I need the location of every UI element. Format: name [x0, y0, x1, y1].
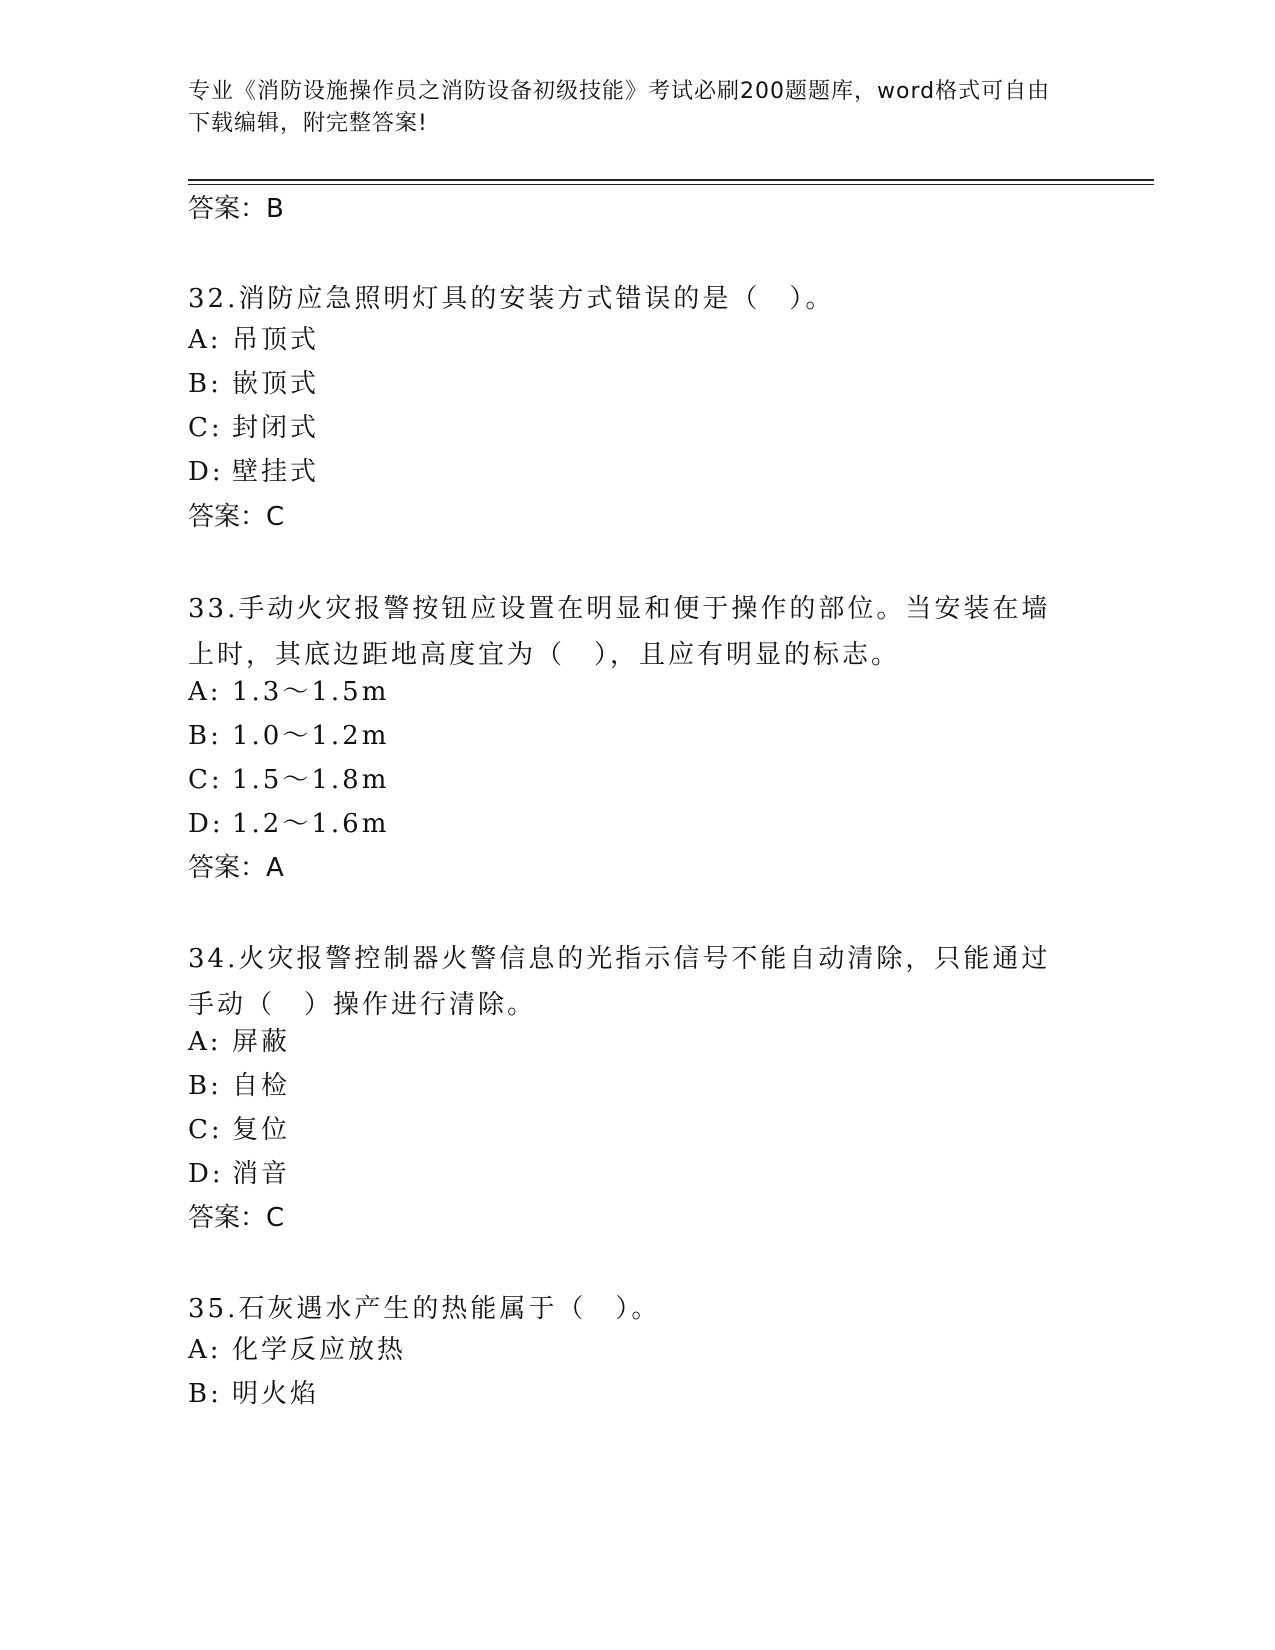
option-letter: A: — [188, 325, 222, 355]
question-33-option-b — [188, 718, 389, 754]
option-text: 自检 — [232, 1071, 291, 1101]
option-text: 1.2～1.6m — [232, 809, 390, 839]
option-text: 化学反应放热 — [232, 1335, 407, 1365]
question-32-option-c — [188, 410, 319, 446]
answer-31: 答案：B — [188, 194, 284, 224]
question-32-option-b — [188, 366, 319, 402]
option-text: 封闭式 — [232, 413, 320, 443]
option-letter: D: — [188, 1159, 224, 1189]
option-letter: A: — [188, 1027, 222, 1057]
option-letter: A: — [188, 677, 222, 707]
question-34-option-c — [188, 1112, 290, 1148]
option-letter: C: — [188, 413, 223, 443]
option-text: 屏蔽 — [232, 1027, 291, 1057]
question-34-option-d — [188, 1156, 290, 1192]
question-32-stem: 32.消防应急照明灯具的安装方式错误的是（ ）。 — [188, 284, 835, 314]
option-letter: B: — [188, 369, 222, 399]
question-35-stem: 35.石灰遇水产生的热能属于（ ）。 — [188, 1294, 661, 1324]
option-letter: B: — [188, 721, 222, 751]
option-text: 壁挂式 — [232, 457, 320, 487]
answer-32: 答案：C — [188, 502, 285, 532]
question-33-option-a — [188, 674, 389, 710]
question-35-option-a — [188, 1332, 406, 1368]
question-33-option-d — [188, 806, 389, 842]
answer-34: 答案：C — [188, 1203, 285, 1233]
question-34-option-a — [188, 1024, 290, 1060]
option-letter: C: — [188, 1115, 223, 1145]
question-35-option-b — [188, 1376, 319, 1412]
header-rule-thin — [188, 184, 1154, 185]
option-letter: D: — [188, 809, 224, 839]
header-rule-thick — [188, 179, 1154, 181]
answer-33: 答案：A — [188, 853, 284, 883]
option-text: 复位 — [232, 1115, 291, 1145]
question-34-option-b — [188, 1068, 290, 1104]
question-32-option-d — [188, 454, 319, 490]
document-header: 专业《消防设施操作员之消防设备初级技能》考试必刷200题题库，word格式可自由下载编辑，附完整答案! — [188, 79, 1051, 136]
option-text: 嵌顶式 — [232, 369, 320, 399]
option-text: 1.3～1.5m — [232, 677, 390, 707]
option-text: 1.5～1.8m — [232, 765, 390, 795]
option-text: 1.0～1.2m — [232, 721, 390, 751]
option-letter: A: — [188, 1335, 222, 1365]
question-33-stem: 33.手动火灾报警按钮应设置在明显和便于操作的部位。当安装在墙上时，其底边距地高度宜为（ ），且应有明显的标志。 — [188, 594, 1051, 670]
option-letter: D: — [188, 457, 224, 487]
option-text: 吊顶式 — [232, 325, 320, 355]
question-32-option-a — [188, 322, 319, 358]
option-letter: B: — [188, 1071, 222, 1101]
question-34-stem: 34.火灾报警控制器火警信息的光指示信号不能自动清除，只能通过手动（ ）操作进行清除。 — [188, 944, 1051, 1020]
option-letter: C: — [188, 765, 223, 795]
question-33-option-c — [188, 762, 389, 798]
option-text: 消音 — [232, 1159, 291, 1189]
option-letter: B: — [188, 1379, 222, 1409]
option-text: 明火焰 — [232, 1379, 320, 1409]
